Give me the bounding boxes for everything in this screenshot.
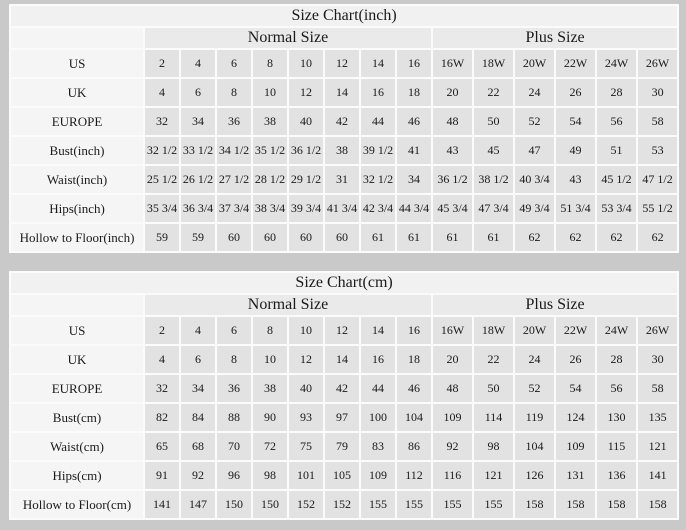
size-cell: 152	[324, 490, 360, 519]
table-title: Size Chart(cm)	[10, 272, 678, 294]
size-cell: 44	[360, 374, 396, 403]
group-header-plus: Plus Size	[432, 27, 678, 49]
size-cell: 12	[324, 49, 360, 78]
size-cell: 39 1/2	[360, 136, 396, 165]
size-cell: 35 1/2	[252, 136, 288, 165]
size-cell: 28 1/2	[252, 165, 288, 194]
group-header-normal: Normal Size	[144, 27, 432, 49]
size-cell: 6	[216, 316, 252, 345]
size-cell: 92	[180, 461, 216, 490]
size-cell: 4	[144, 345, 180, 374]
row-label: UK	[10, 345, 144, 374]
size-cell: 34 1/2	[216, 136, 252, 165]
table-row	[10, 194, 678, 223]
table-row	[10, 432, 678, 461]
size-cell: 26W	[637, 49, 678, 78]
size-cell: 28	[596, 345, 637, 374]
size-cell: 61	[360, 223, 396, 252]
size-chart-cm-table	[9, 271, 679, 520]
group-header-row	[10, 294, 678, 316]
size-cell: 45 3/4	[432, 194, 473, 223]
size-cell: 16	[396, 316, 432, 345]
size-cell: 51 3/4	[555, 194, 596, 223]
size-cell: 141	[144, 490, 180, 519]
table-row	[10, 316, 678, 345]
size-cell: 18	[396, 78, 432, 107]
size-cell: 104	[514, 432, 555, 461]
size-cell: 44 3/4	[396, 194, 432, 223]
size-cell: 150	[216, 490, 252, 519]
size-cell: 47 1/2	[637, 165, 678, 194]
size-cell: 155	[432, 490, 473, 519]
size-cell: 40	[288, 374, 324, 403]
size-cell: 49	[555, 136, 596, 165]
size-cell: 32 1/2	[144, 136, 180, 165]
size-cell: 6	[180, 345, 216, 374]
size-cell: 53 3/4	[596, 194, 637, 223]
size-cell: 121	[473, 461, 514, 490]
size-cell: 54	[555, 374, 596, 403]
size-cell: 24W	[596, 316, 637, 345]
size-cell: 98	[473, 432, 514, 461]
table-row	[10, 461, 678, 490]
size-cell: 36 1/2	[432, 165, 473, 194]
size-cell: 31	[324, 165, 360, 194]
size-cell: 141	[637, 461, 678, 490]
size-cell: 158	[514, 490, 555, 519]
table-row	[10, 403, 678, 432]
row-label: UK	[10, 78, 144, 107]
corner-cell	[10, 27, 144, 49]
size-cell: 42	[324, 107, 360, 136]
size-cell: 92	[432, 432, 473, 461]
size-cell: 61	[473, 223, 514, 252]
size-cell: 25 1/2	[144, 165, 180, 194]
size-cell: 4	[180, 316, 216, 345]
size-cell: 16W	[432, 316, 473, 345]
row-label: Hips(cm)	[10, 461, 144, 490]
size-cell: 75	[288, 432, 324, 461]
size-cell: 52	[514, 374, 555, 403]
size-cell: 2	[144, 49, 180, 78]
size-cell: 88	[216, 403, 252, 432]
size-cell: 105	[324, 461, 360, 490]
size-cell: 12	[288, 78, 324, 107]
table-row	[10, 223, 678, 252]
size-cell: 84	[180, 403, 216, 432]
size-cell: 150	[252, 490, 288, 519]
table-row	[10, 374, 678, 403]
table-row	[10, 78, 678, 107]
size-cell: 152	[288, 490, 324, 519]
size-cell: 109	[360, 461, 396, 490]
table-row	[10, 165, 678, 194]
size-cell: 20W	[514, 316, 555, 345]
size-cell: 34	[180, 374, 216, 403]
size-cell: 40 3/4	[514, 165, 555, 194]
size-cell: 43	[432, 136, 473, 165]
size-cell: 37 3/4	[216, 194, 252, 223]
title-row	[10, 5, 678, 27]
size-cell: 104	[396, 403, 432, 432]
size-cell: 38	[324, 136, 360, 165]
size-cell: 39 3/4	[288, 194, 324, 223]
size-cell: 158	[637, 490, 678, 519]
size-cell: 26	[555, 345, 596, 374]
size-cell: 43	[555, 165, 596, 194]
size-cell: 16	[396, 49, 432, 78]
size-cell: 30	[637, 345, 678, 374]
table-row	[10, 345, 678, 374]
size-cell: 22W	[555, 316, 596, 345]
size-cell: 158	[596, 490, 637, 519]
size-cell: 8	[252, 316, 288, 345]
size-cell: 55 1/2	[637, 194, 678, 223]
size-cell: 90	[252, 403, 288, 432]
size-cell: 20	[432, 78, 473, 107]
size-cell: 32 1/2	[360, 165, 396, 194]
size-cell: 12	[324, 316, 360, 345]
row-label: US	[10, 49, 144, 78]
size-cell: 60	[324, 223, 360, 252]
size-cell: 62	[514, 223, 555, 252]
row-label: Hollow to Floor(inch)	[10, 223, 144, 252]
size-cell: 119	[514, 403, 555, 432]
size-cell: 33 1/2	[180, 136, 216, 165]
table-title: Size Chart(inch)	[10, 5, 678, 27]
size-cell: 29 1/2	[288, 165, 324, 194]
size-cell: 52	[514, 107, 555, 136]
size-cell: 41	[396, 136, 432, 165]
group-header-row	[10, 27, 678, 49]
size-cell: 158	[555, 490, 596, 519]
size-cell: 109	[432, 403, 473, 432]
size-cell: 35 3/4	[144, 194, 180, 223]
table-row	[10, 107, 678, 136]
size-cell: 34	[396, 165, 432, 194]
size-cell: 58	[637, 107, 678, 136]
size-cell: 28	[596, 78, 637, 107]
size-cell: 6	[180, 78, 216, 107]
group-header-plus: Plus Size	[432, 294, 678, 316]
size-cell: 124	[555, 403, 596, 432]
size-cell: 56	[596, 107, 637, 136]
size-cell: 56	[596, 374, 637, 403]
size-cell: 10	[252, 78, 288, 107]
size-cell: 130	[596, 403, 637, 432]
size-cell: 121	[637, 432, 678, 461]
size-cell: 4	[180, 49, 216, 78]
size-cell: 38 3/4	[252, 194, 288, 223]
size-cell: 98	[252, 461, 288, 490]
size-cell: 20W	[514, 49, 555, 78]
size-cell: 38 1/2	[473, 165, 514, 194]
size-cell: 10	[288, 316, 324, 345]
size-cell: 18	[396, 345, 432, 374]
size-cell: 8	[216, 345, 252, 374]
size-cell: 26W	[637, 316, 678, 345]
size-cell: 32	[144, 374, 180, 403]
size-cell: 27 1/2	[216, 165, 252, 194]
size-cell: 60	[216, 223, 252, 252]
size-cell: 50	[473, 107, 514, 136]
size-cell: 22	[473, 345, 514, 374]
size-cell: 41 3/4	[324, 194, 360, 223]
size-cell: 36	[216, 107, 252, 136]
table-row	[10, 49, 678, 78]
size-cell: 14	[360, 49, 396, 78]
size-cell: 36 1/2	[288, 136, 324, 165]
size-cell: 44	[360, 107, 396, 136]
size-cell: 79	[324, 432, 360, 461]
size-cell: 36 3/4	[180, 194, 216, 223]
size-cell: 93	[288, 403, 324, 432]
table-row	[10, 136, 678, 165]
size-cell: 60	[288, 223, 324, 252]
size-cell: 14	[360, 316, 396, 345]
size-cell: 34	[180, 107, 216, 136]
table-row	[10, 490, 678, 519]
size-cell: 50	[473, 374, 514, 403]
group-header-normal: Normal Size	[144, 294, 432, 316]
row-label: Waist(cm)	[10, 432, 144, 461]
size-cell: 58	[637, 374, 678, 403]
size-cell: 60	[252, 223, 288, 252]
size-cell: 8	[252, 49, 288, 78]
size-cell: 42 3/4	[360, 194, 396, 223]
size-cell: 116	[432, 461, 473, 490]
size-cell: 72	[252, 432, 288, 461]
size-cell: 62	[555, 223, 596, 252]
size-cell: 147	[180, 490, 216, 519]
size-cell: 53	[637, 136, 678, 165]
size-cell: 97	[324, 403, 360, 432]
size-cell: 91	[144, 461, 180, 490]
size-cell: 48	[432, 107, 473, 136]
size-cell: 109	[555, 432, 596, 461]
size-cell: 82	[144, 403, 180, 432]
size-cell: 8	[216, 78, 252, 107]
size-cell: 20	[432, 345, 473, 374]
size-cell: 12	[288, 345, 324, 374]
row-label: EUROPE	[10, 107, 144, 136]
size-cell: 65	[144, 432, 180, 461]
row-label: Hollow to Floor(cm)	[10, 490, 144, 519]
size-cell: 26 1/2	[180, 165, 216, 194]
size-cell: 24W	[596, 49, 637, 78]
size-cell: 16W	[432, 49, 473, 78]
size-cell: 61	[396, 223, 432, 252]
size-cell: 24	[514, 345, 555, 374]
size-cell: 38	[252, 107, 288, 136]
size-cell: 38	[252, 374, 288, 403]
size-cell: 114	[473, 403, 514, 432]
size-cell: 18W	[473, 49, 514, 78]
size-cell: 18W	[473, 316, 514, 345]
size-cell: 59	[180, 223, 216, 252]
size-cell: 6	[216, 49, 252, 78]
size-cell: 101	[288, 461, 324, 490]
size-cell: 51	[596, 136, 637, 165]
size-cell: 46	[396, 374, 432, 403]
size-cell: 49 3/4	[514, 194, 555, 223]
size-cell: 112	[396, 461, 432, 490]
row-label: Waist(inch)	[10, 165, 144, 194]
size-cell: 46	[396, 107, 432, 136]
size-cell: 2	[144, 316, 180, 345]
size-cell: 48	[432, 374, 473, 403]
size-cell: 26	[555, 78, 596, 107]
size-cell: 115	[596, 432, 637, 461]
corner-cell	[10, 294, 144, 316]
size-cell: 45 1/2	[596, 165, 637, 194]
size-cell: 40	[288, 107, 324, 136]
size-cell: 14	[324, 78, 360, 107]
size-cell: 61	[432, 223, 473, 252]
size-cell: 62	[637, 223, 678, 252]
size-cell: 131	[555, 461, 596, 490]
size-chart-inch-table	[9, 4, 679, 253]
size-cell: 47 3/4	[473, 194, 514, 223]
size-cell: 70	[216, 432, 252, 461]
size-cell: 16	[360, 345, 396, 374]
size-cell: 45	[473, 136, 514, 165]
size-cell: 59	[144, 223, 180, 252]
title-row	[10, 272, 678, 294]
size-cell: 22W	[555, 49, 596, 78]
size-cell: 32	[144, 107, 180, 136]
size-cell: 47	[514, 136, 555, 165]
size-cell: 10	[252, 345, 288, 374]
size-cell: 96	[216, 461, 252, 490]
size-cell: 42	[324, 374, 360, 403]
row-label: Bust(inch)	[10, 136, 144, 165]
size-cell: 30	[637, 78, 678, 107]
size-cell: 100	[360, 403, 396, 432]
size-cell: 126	[514, 461, 555, 490]
size-cell: 155	[473, 490, 514, 519]
row-label: Bust(cm)	[10, 403, 144, 432]
size-cell: 68	[180, 432, 216, 461]
size-cell: 62	[596, 223, 637, 252]
size-cell: 155	[396, 490, 432, 519]
row-label: EUROPE	[10, 374, 144, 403]
size-cell: 135	[637, 403, 678, 432]
size-cell: 24	[514, 78, 555, 107]
size-cell: 4	[144, 78, 180, 107]
size-cell: 54	[555, 107, 596, 136]
size-cell: 136	[596, 461, 637, 490]
size-cell: 83	[360, 432, 396, 461]
size-cell: 22	[473, 78, 514, 107]
size-cell: 10	[288, 49, 324, 78]
row-label: Hips(inch)	[10, 194, 144, 223]
size-cell: 155	[360, 490, 396, 519]
size-cell: 36	[216, 374, 252, 403]
size-cell: 16	[360, 78, 396, 107]
row-label: US	[10, 316, 144, 345]
size-cell: 86	[396, 432, 432, 461]
size-cell: 14	[324, 345, 360, 374]
